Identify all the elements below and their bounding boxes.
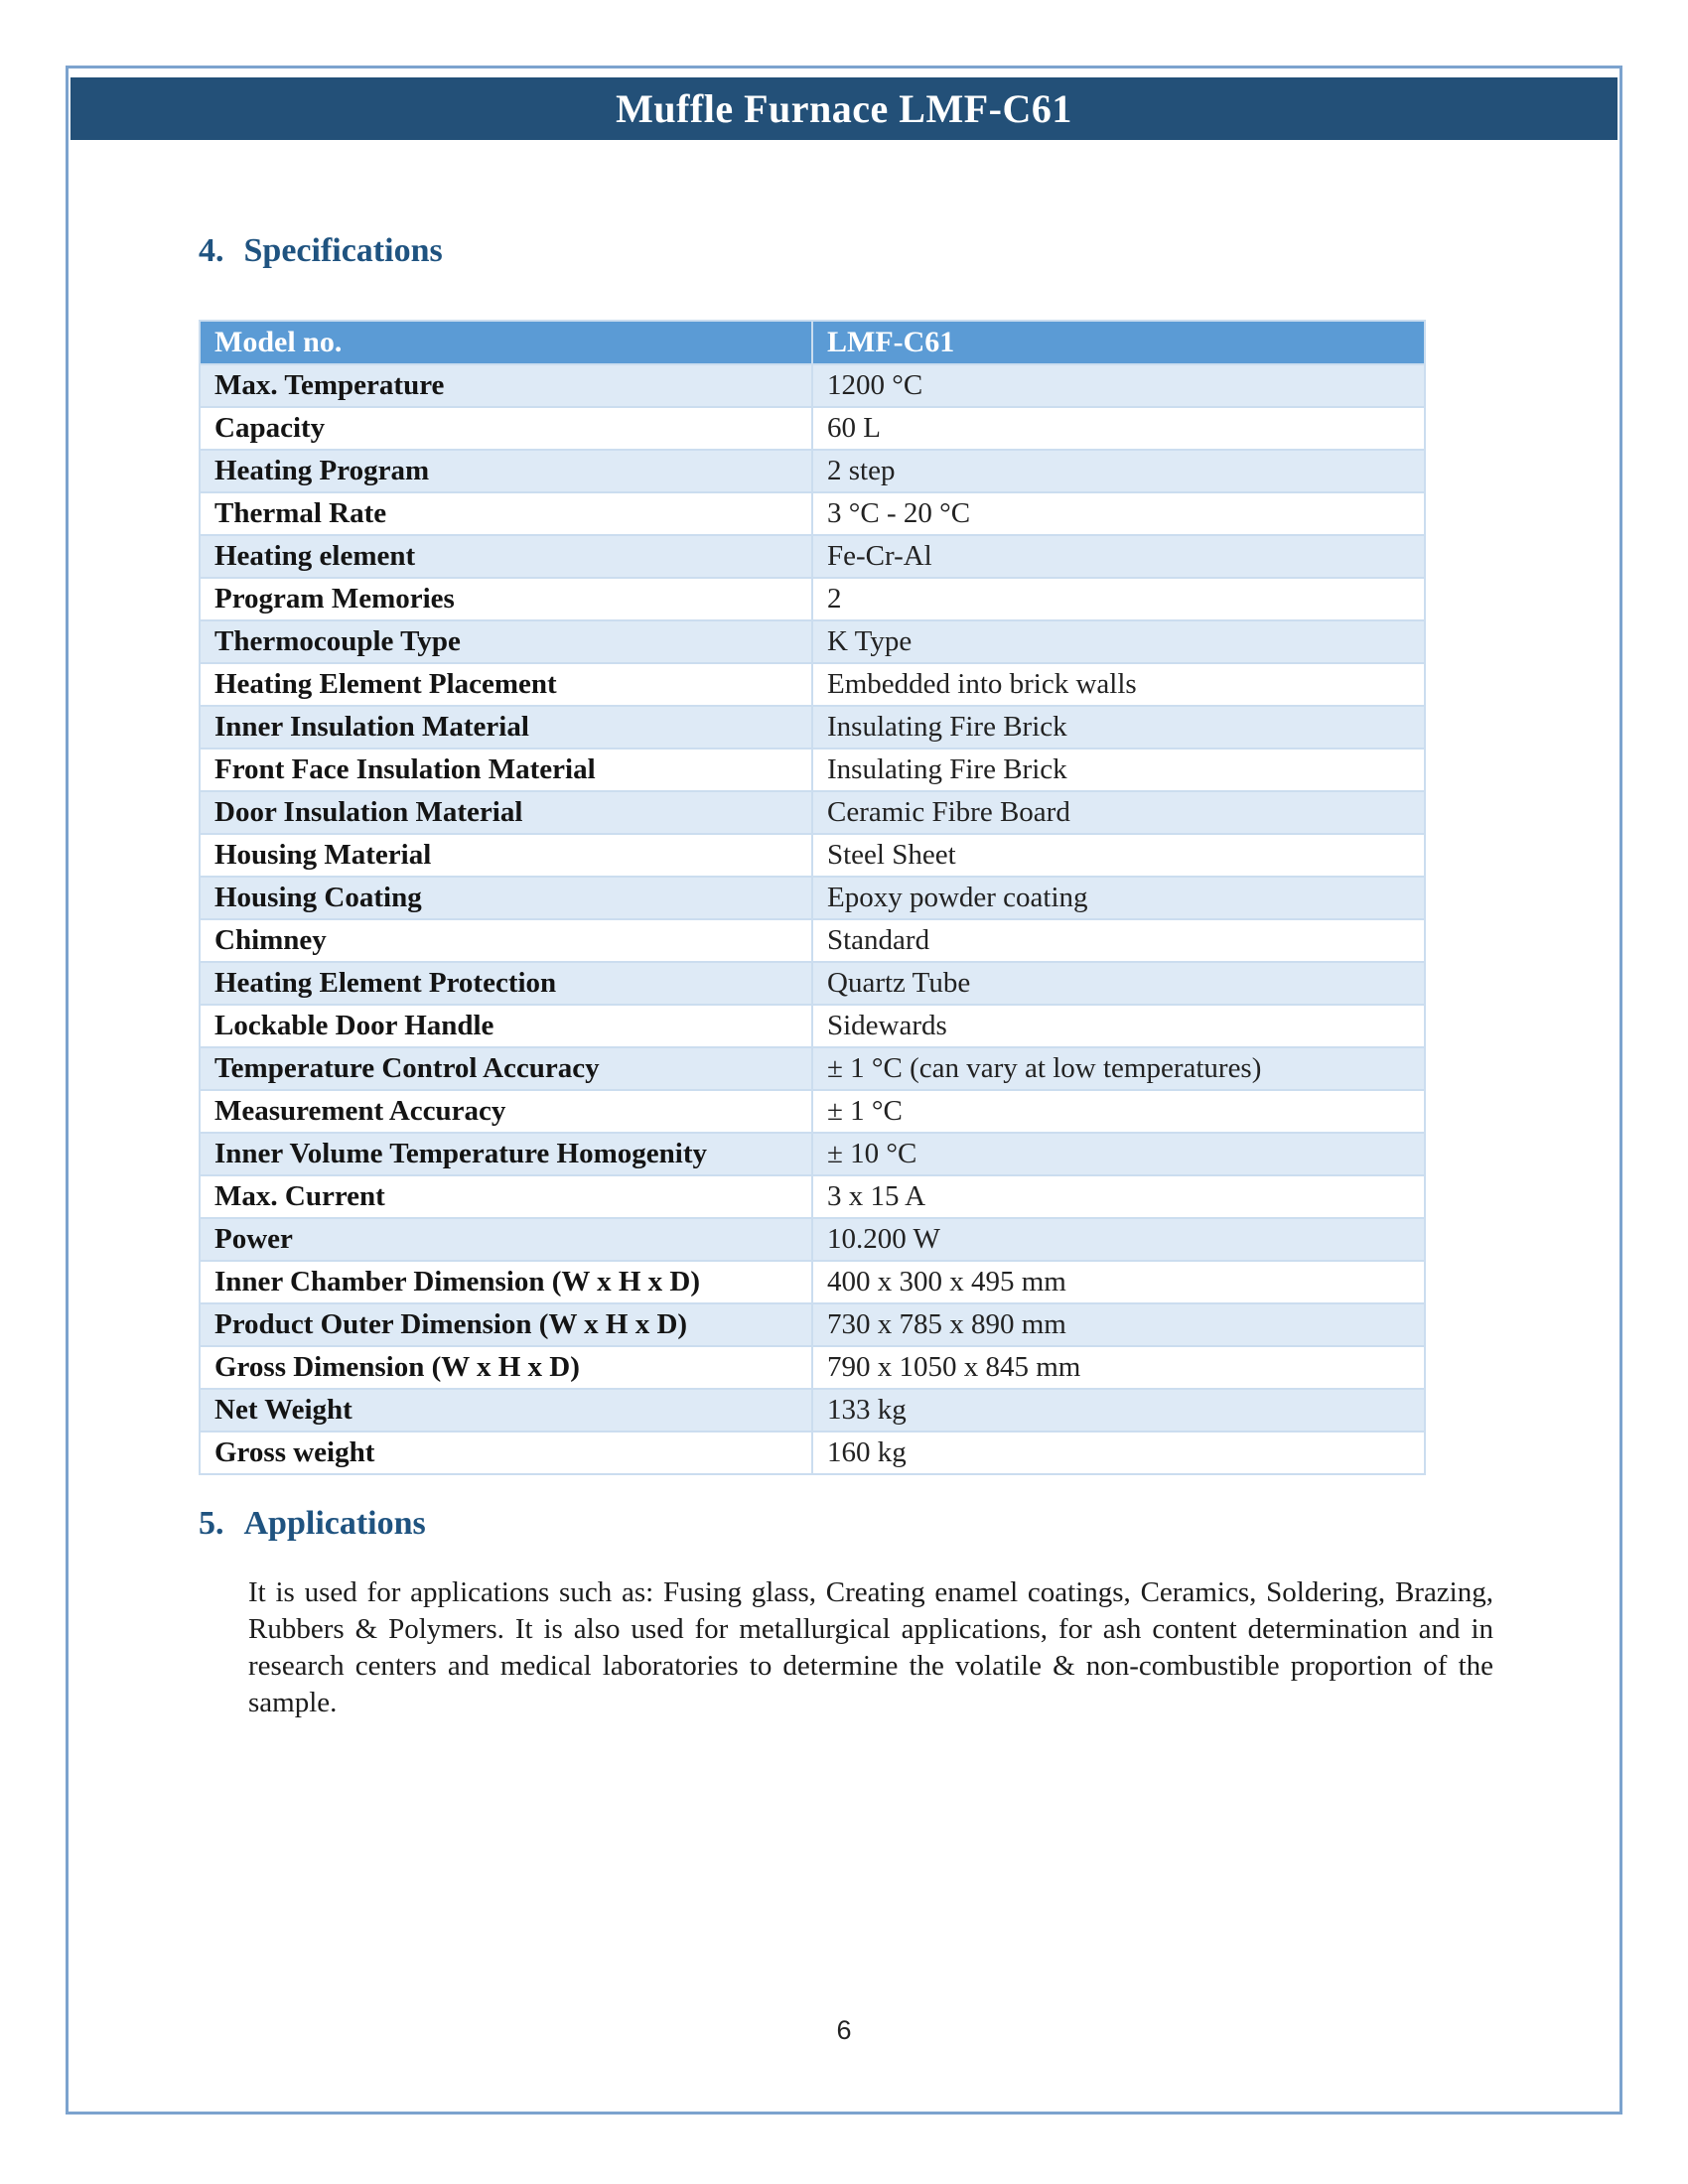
applications-section-heading	[199, 1505, 426, 1543]
spec-table-row	[200, 663, 1425, 706]
document-title-banner	[70, 77, 1618, 140]
spec-row-label: Gross Dimension (W x H x D)	[200, 1346, 812, 1389]
spec-row-value: Embedded into brick walls	[812, 663, 1425, 706]
spec-row-value: Fe-Cr-Al	[812, 535, 1425, 578]
spec-row-value: 10.200 W	[812, 1218, 1425, 1261]
spec-row-label: Inner Insulation Material	[200, 706, 812, 749]
spec-table-header-model-value: LMF-C61	[812, 321, 1425, 364]
spec-row-value: 400 x 300 x 495 mm	[812, 1261, 1425, 1303]
spec-row-label: Thermocouple Type	[200, 620, 812, 663]
spec-row-label: Capacity	[200, 407, 812, 450]
document-title: Muffle Furnace LMF-C61	[616, 86, 1072, 131]
spec-row-label: Housing Coating	[200, 877, 812, 919]
spec-table-row	[200, 834, 1425, 877]
spec-row-value: 3 x 15 A	[812, 1175, 1425, 1218]
spec-table-row	[200, 1005, 1425, 1047]
spec-row-label: Max. Current	[200, 1175, 812, 1218]
spec-table-row	[200, 962, 1425, 1005]
spec-table-row	[200, 877, 1425, 919]
spec-row-value: 2 step	[812, 450, 1425, 492]
spec-row-label: Front Face Insulation Material	[200, 749, 812, 791]
spec-row-label: Power	[200, 1218, 812, 1261]
spec-row-label: Measurement Accuracy	[200, 1090, 812, 1133]
spec-table-row	[200, 364, 1425, 407]
spec-row-value: 160 kg	[812, 1432, 1425, 1474]
applications-heading-label: Applications	[243, 1505, 426, 1542]
spec-table-row	[200, 620, 1425, 663]
spec-row-value: Quartz Tube	[812, 962, 1425, 1005]
spec-table-header-row	[200, 321, 1425, 364]
spec-table-row	[200, 919, 1425, 962]
spec-row-label: Heating Program	[200, 450, 812, 492]
spec-table-row	[200, 1261, 1425, 1303]
spec-row-label: Product Outer Dimension (W x H x D)	[200, 1303, 812, 1346]
specifications-heading-number: 4.	[199, 232, 224, 269]
spec-table-row	[200, 1432, 1425, 1474]
spec-table-row	[200, 535, 1425, 578]
spec-table-row	[200, 1047, 1425, 1090]
spec-table-row	[200, 791, 1425, 834]
spec-row-value: 790 x 1050 x 845 mm	[812, 1346, 1425, 1389]
spec-row-label: Chimney	[200, 919, 812, 962]
spec-table-row	[200, 1346, 1425, 1389]
applications-heading-number: 5.	[199, 1505, 224, 1542]
spec-table-row	[200, 450, 1425, 492]
spec-row-value: ± 1 °C	[812, 1090, 1425, 1133]
specifications-table	[199, 320, 1426, 1475]
specifications-heading-label: Specifications	[243, 232, 443, 269]
spec-row-label: Program Memories	[200, 578, 812, 620]
spec-row-value: Standard	[812, 919, 1425, 962]
spec-row-value: Ceramic Fibre Board	[812, 791, 1425, 834]
spec-row-value: 60 L	[812, 407, 1425, 450]
spec-table-row	[200, 492, 1425, 535]
spec-row-value: 1200 °C	[812, 364, 1425, 407]
spec-row-value: 730 x 785 x 890 mm	[812, 1303, 1425, 1346]
spec-row-label: Heating Element Protection	[200, 962, 812, 1005]
spec-table-row	[200, 578, 1425, 620]
spec-row-label: Inner Volume Temperature Homogenity	[200, 1133, 812, 1175]
spec-table-row	[200, 1090, 1425, 1133]
spec-row-label: Max. Temperature	[200, 364, 812, 407]
spec-row-value: Insulating Fire Brick	[812, 749, 1425, 791]
spec-row-label: Temperature Control Accuracy	[200, 1047, 812, 1090]
spec-row-value: 2	[812, 578, 1425, 620]
spec-table-row	[200, 1303, 1425, 1346]
spec-row-value: Insulating Fire Brick	[812, 706, 1425, 749]
spec-row-label: Thermal Rate	[200, 492, 812, 535]
spec-row-label: Gross weight	[200, 1432, 812, 1474]
spec-table-row	[200, 749, 1425, 791]
spec-row-label: Net Weight	[200, 1389, 812, 1432]
page-number: 6	[836, 2015, 852, 2045]
spec-table-header-model-label: Model no.	[200, 321, 812, 364]
spec-table-row	[200, 1175, 1425, 1218]
spec-table-row	[200, 706, 1425, 749]
spec-row-value: Sidewards	[812, 1005, 1425, 1047]
spec-row-label: Housing Material	[200, 834, 812, 877]
spec-row-value: ± 1 °C (can vary at low temperatures)	[812, 1047, 1425, 1090]
spec-row-value: ± 10 °C	[812, 1133, 1425, 1175]
spec-row-value: K Type	[812, 620, 1425, 663]
spec-row-label: Heating Element Placement	[200, 663, 812, 706]
specifications-section-heading	[199, 232, 443, 270]
spec-table-row	[200, 407, 1425, 450]
spec-row-value: Steel Sheet	[812, 834, 1425, 877]
spec-row-label: Door Insulation Material	[200, 791, 812, 834]
spec-table-row	[200, 1389, 1425, 1432]
spec-row-value: 3 °C - 20 °C	[812, 492, 1425, 535]
spec-table-row	[200, 1133, 1425, 1175]
spec-row-label: Heating element	[200, 535, 812, 578]
spec-table-row	[200, 1218, 1425, 1261]
spec-row-value: 133 kg	[812, 1389, 1425, 1432]
spec-row-label: Lockable Door Handle	[200, 1005, 812, 1047]
spec-row-label: Inner Chamber Dimension (W x H x D)	[200, 1261, 812, 1303]
applications-paragraph: It is used for applications such as: Fusing glass, Creating enamel coatings, Ceramics, Soldering, Brazing, Rubbers & Polymers. It is also used for metallurgical applications, for ash content determination and in research centers and medical laboratories to determine the volatile & non-combustible proportion of the sample.	[248, 1576, 1493, 1718]
spec-row-value: Epoxy powder coating	[812, 877, 1425, 919]
